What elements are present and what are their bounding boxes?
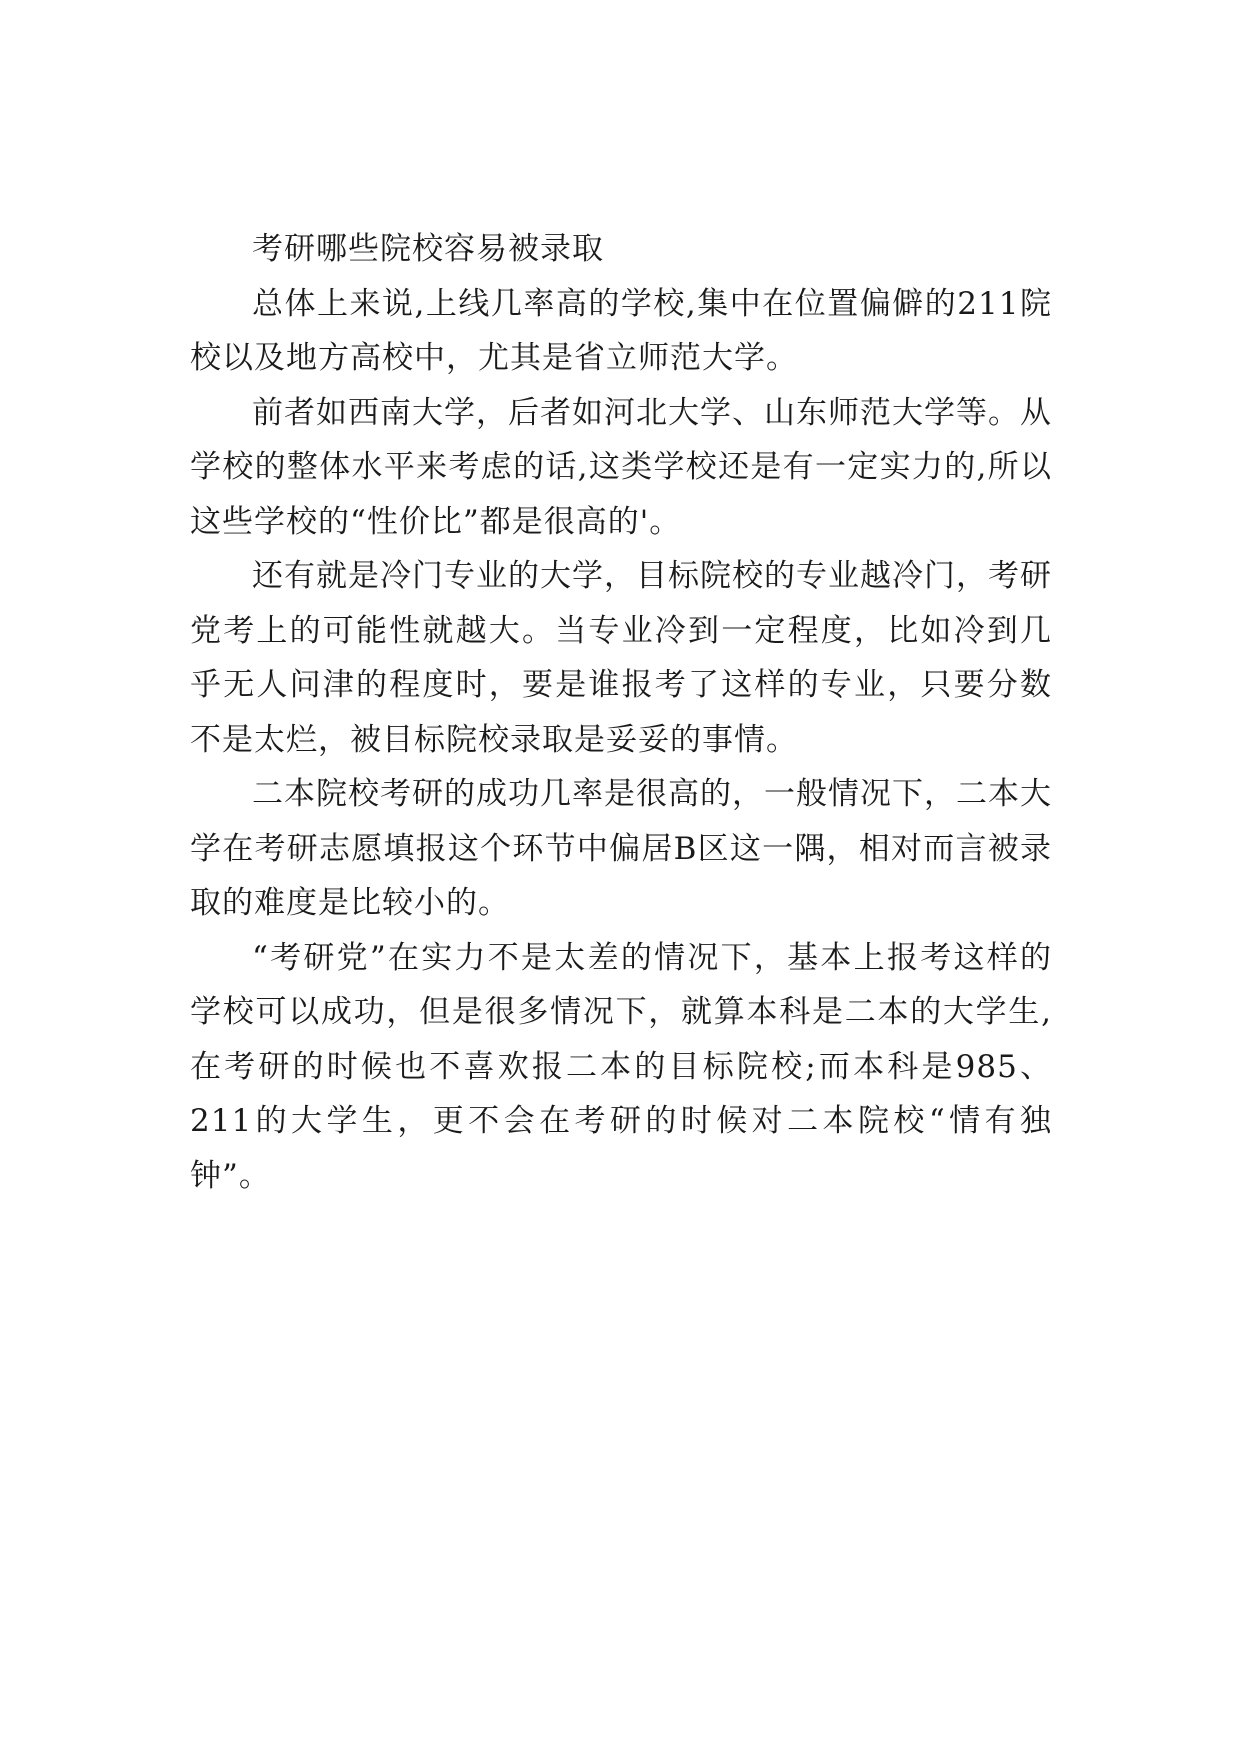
paragraph: 前者如西南大学，后者如河北大学、山东师范大学等。从学校的整体水平来考虑的话,这类学校还是有一定实力的,所以这些学校的“性价比”都是很高的'。 (190, 394, 1052, 540)
paragraph: “考研党”在实力不是太差的情况下，基本上报考这样的学校可以成功，但是很多情况下，就算本科是二本的大学生,在考研的时候也不喜欢报二本的目标院校;而本科是985、211的大学生，更不会在考研的时候对二本院校“情有独钟”。 (190, 939, 1052, 1194)
paragraph: 还有就是冷门专业的大学，目标院校的专业越冷门，考研党考上的可能性就越大。当专业冷到一定程度，比如冷到几乎无人问津的程度时，要是谁报考了这样的专业，只要分数不是太烂，被目标院校录取是妥妥的事情。 (190, 558, 1052, 758)
paragraph: 二本院校考研的成功几率是很高的，一般情况下，二本大学在考研志愿填报这个环节中偏居B区这一隅，相对而言被录取的难度是比较小的。 (190, 776, 1052, 921)
document-title: 考研哪些院校容易被录取 (252, 231, 604, 267)
paragraph: 总体上来说,上线几率高的学校,集中在位置偏僻的211院校以及地方高校中，尤其是省立师范大学。 (190, 285, 1052, 376)
document-body (190, 222, 1052, 1203)
